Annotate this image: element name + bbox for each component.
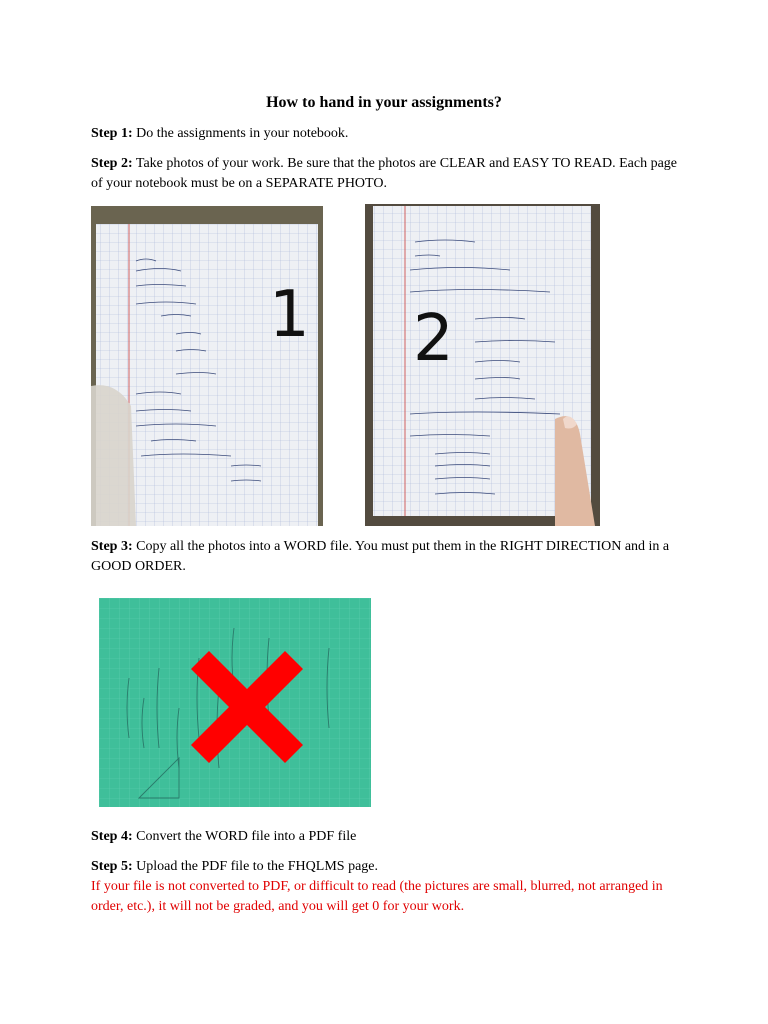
page-title: How to hand in your assignments? (266, 94, 502, 111)
page-number-2: 2 (413, 302, 454, 376)
step-5 (91, 857, 691, 877)
step-label: Step 3: (91, 539, 133, 554)
step-3 (91, 537, 691, 577)
step-text: Do the assignments in your notebook. (132, 126, 349, 141)
page-number-1: 1 (269, 278, 310, 352)
step-label: Step 1: (91, 126, 133, 141)
warning-text: If your file is not converted to PDF, or difficult to read (the pictures are small, blurred, not arranged in order, etc.), it will not be graded, and you will get 0 for your work. (91, 879, 663, 914)
step-text: Copy all the photos into a WORD file. You must put them in the RIGHT DIRECTION and in a GOOD ORDER. (91, 539, 670, 574)
step-label: Step 5: (91, 859, 133, 874)
notebook-page-2-illustration (365, 204, 600, 526)
step-2 (91, 154, 691, 194)
step-text: Upload the PDF file to the FHQLMS page. (132, 859, 378, 874)
step-1 (91, 124, 691, 144)
notebook-page-1-illustration (91, 206, 323, 526)
step-label: Step 4: (91, 829, 133, 844)
step-text: Take photos of your work. Be sure that the photos are CLEAR and EASY TO READ. Each page of your notebook must be on a SEPARATE PHOTO. (91, 156, 678, 191)
notebook-photo-page-1 (91, 206, 323, 526)
step-4 (91, 827, 691, 847)
red-cross-icon (191, 651, 303, 763)
notebook-photo-page-2 (365, 204, 600, 526)
wrong-orientation-photo (99, 598, 371, 807)
step-label: Step 2: (91, 156, 133, 171)
step-text: Convert the WORD file into a PDF file (132, 829, 357, 844)
